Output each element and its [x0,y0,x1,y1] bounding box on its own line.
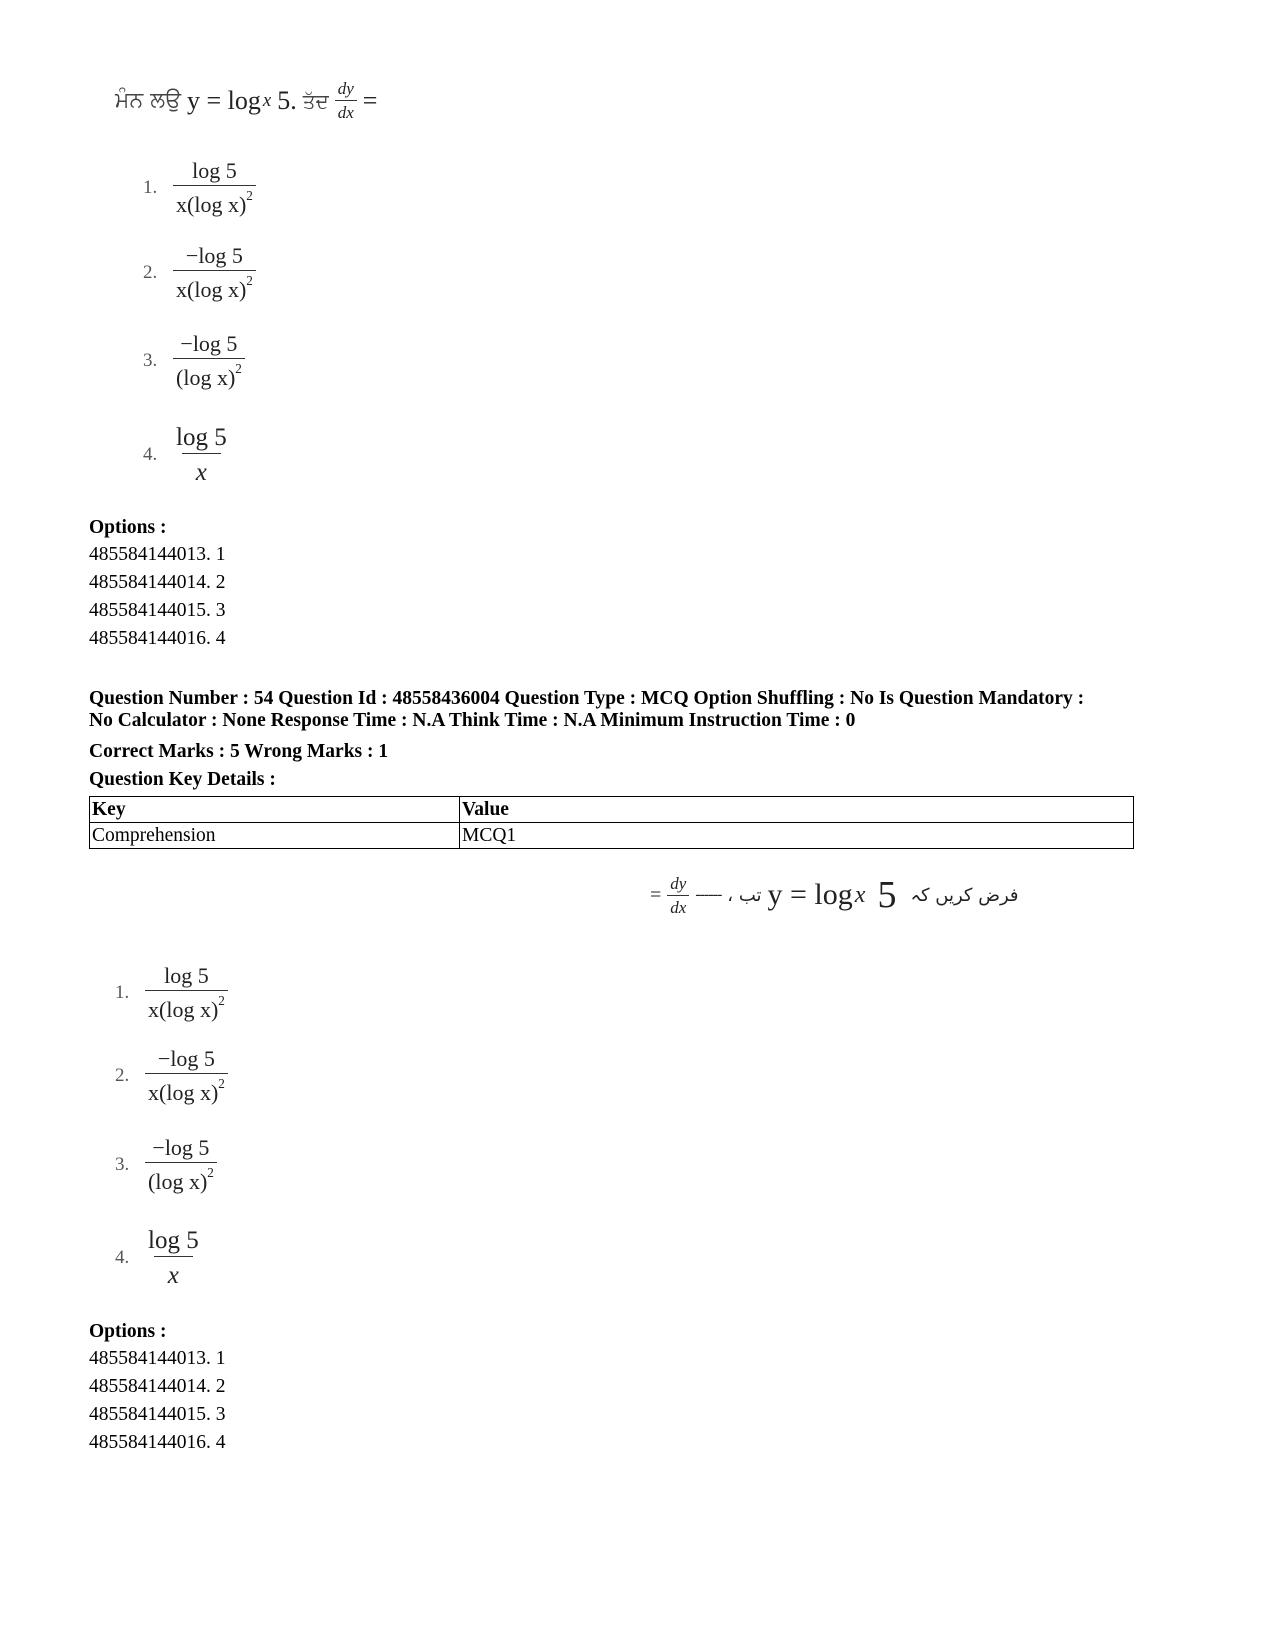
q54-choice-2-number: 2. [115,1064,130,1086]
q54-stem-dx: dx [667,895,689,916]
q53-stem [115,80,377,121]
q53-stem-eq: y = log [187,85,261,115]
table-cell-value: MCQ1 [460,823,1134,849]
q54-key-table [89,796,1134,849]
table-cell-key: Comprehension [90,823,460,849]
q53-choice-2-power: 2 [246,273,253,288]
q54-stem-blank: ------ [695,886,722,903]
q54-stem-urdu [650,873,1019,917]
q54-header [89,688,1189,732]
q53-option-1: 485584144013. 1 [89,544,226,565]
q54-choice-1-denominator: x(log x) [148,996,219,1022]
q53-options-label: Options : [89,517,167,538]
q53-choice-4-denominator: x [182,453,221,485]
q53-stem-prefix: ਮੰਨ ਲਉ [115,88,181,113]
table-header-value: Value [460,797,1134,823]
q54-choice-1-number: 1. [115,981,130,1003]
q54-stem-base: x [854,881,866,908]
q54-marks: Correct Marks : 5 Wrong Marks : 1 [89,741,389,762]
q54-choice-2-numerator: −log 5 [157,1046,215,1071]
q54-choice-1 [115,965,228,1021]
q54-choice-3-numerator: −log 5 [152,1135,210,1160]
q53-option-2: 485584144014. 2 [89,572,226,593]
q53-stem-then: ਤੱਦ [302,88,329,113]
q53-choice-2-number: 2. [143,261,158,283]
q54-header-line-1: Question Number : 54 Question Id : 48558436004 Question Type : MCQ Option Shuffling : No Is Question Mandatory : [89,688,1085,709]
q54-choice-1-numerator: log 5 [164,963,209,988]
q53-stem-derivative [335,80,357,121]
q53-choice-4 [143,425,230,485]
q53-option-4: 485584144016. 4 [89,628,226,649]
q53-choice-3-power: 2 [235,361,242,376]
q54-choice-2-denominator: x(log x) [148,1079,219,1105]
q53-stem-arg: 5. [277,85,297,115]
q54-stem-equals: = [650,883,662,906]
q53-stem-dy: dy [337,79,354,98]
q53-options-list [89,541,226,653]
q53-choice-1-power: 2 [246,188,253,203]
q54-stem-then: تب ، [727,884,762,906]
q53-choice-4-numerator: log 5 [176,424,227,451]
q53-choice-2 [143,245,256,301]
q53-choice-3-denominator: (log x) [176,364,236,390]
q53-choice-3-number: 3. [143,349,158,371]
q54-choice-4 [115,1228,202,1288]
q54-key-table-wrap [89,796,1134,849]
table-header-key: Key [90,797,460,823]
table-row [90,823,1134,849]
q54-options-list [89,1345,226,1457]
q53-choice-3-numerator: −log 5 [180,331,238,356]
q53-choice-3 [143,333,245,389]
q53-choice-2-denominator: x(log x) [176,276,247,302]
q53-stem-dx: dx [335,100,357,121]
q54-choice-4-numerator: log 5 [148,1227,199,1254]
q53-choice-4-number: 4. [143,444,158,465]
q54-stem-prefix: فرض کریں کہ [910,884,1019,906]
q54-stem-eq: y = log [767,878,853,911]
q53-choice-2-numerator: −log 5 [185,243,243,268]
q54-choice-3 [115,1137,217,1193]
q53-choice-1-numerator: log 5 [192,158,237,183]
q54-choice-2-power: 2 [218,1076,225,1091]
q54-choice-3-power: 2 [207,1165,214,1180]
q54-choice-4-number: 4. [115,1247,130,1268]
q53-choice-1-number: 1. [143,176,158,198]
q54-choice-1-power: 2 [218,993,225,1008]
q54-option-4: 485584144016. 4 [89,1432,226,1453]
q53-stem-equals: = [362,85,378,115]
q53-stem-base: x [262,89,272,111]
q54-options-label: Options : [89,1321,167,1342]
q54-stem-dy: dy [670,873,687,893]
q54-option-2: 485584144014. 2 [89,1376,226,1397]
q54-option-1: 485584144013. 1 [89,1348,226,1369]
table-header-row [90,797,1134,823]
q54-option-3: 485584144015. 3 [89,1404,226,1425]
q53-choice-1-denominator: x(log x) [176,191,247,217]
q54-choice-3-denominator: (log x) [148,1168,208,1194]
q54-choice-2 [115,1048,228,1104]
q54-stem-arg: 5 [877,874,897,916]
q54-choice-3-number: 3. [115,1153,130,1175]
q54-choice-4-denominator: x [154,1256,193,1288]
q54-key-details-label: Question Key Details : [89,769,276,790]
q54-header-line-2: No Calculator : None Response Time : N.A Think Time : N.A Minimum Instruction Time : 0 [89,710,856,731]
q53-option-3: 485584144015. 3 [89,600,226,621]
q54-stem-derivative [667,875,689,916]
q53-choice-1 [143,160,256,216]
